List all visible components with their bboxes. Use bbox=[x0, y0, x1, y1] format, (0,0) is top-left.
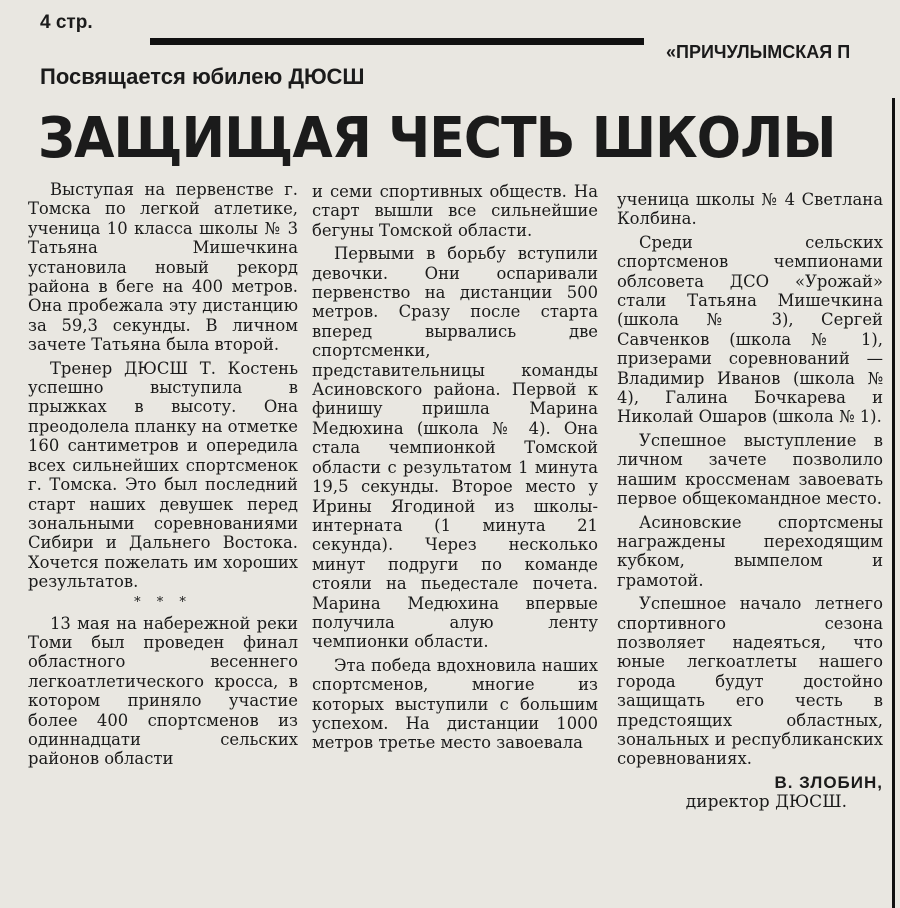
article-paragraph: Тренер ДЮСШ Т. Костень успешно выступила в прыжках в высоту. Она преодолела планку на отметке 160 сантиметров и опередила всех сильнейших спортсменок г. Томска. Это был последний старт наших девушек перед зональными соревнованиями Сибири и Дальнего Востока. Хочется пожелать им хороших результатов. bbox=[28, 358, 298, 592]
article-paragraph: Среди сельских спортсменов чемпионами облсовета ДСО «Урожай» стали Татьяна Мишечкина (школа № 3), Сергей Савченков (школа № 1), призерами соревнований — Владимир Иванов (школа № 4), Галина Бочкарева и Николай Ошаров (школа № 1). bbox=[617, 232, 883, 427]
page-number: 4 стр. bbox=[40, 12, 93, 33]
author-title: директор ДЮСШ. bbox=[685, 791, 847, 812]
article-rubric: Посвящается юбилею ДЮСШ bbox=[40, 64, 365, 89]
article-column-3 bbox=[617, 190, 883, 812]
article-paragraph: Успешное начало летнего спортивного сезона позволяет надеяться, что юные легкоатлеты нашего города будут достойно защищать его честь в предстоящих областных, зональных и республиканских соревнованиях. bbox=[617, 594, 883, 769]
article-column-2 bbox=[312, 182, 598, 757]
article-paragraph: 13 мая на набережной реки Томи был проведен финал областного весеннего легкоатлетического кросса, в котором приняло участие более 400 спортсменов из одиннадцати сельских районов области bbox=[28, 613, 298, 769]
author-name: В. ЗЛОБИН, bbox=[774, 772, 883, 792]
newspaper-masthead: «ПРИЧУЛЫМСКАЯ П bbox=[666, 42, 851, 62]
article-paragraph-continued: ученица школы № 4 Светлана Колбина. bbox=[617, 190, 883, 229]
article-paragraph-continued: и семи спортивных обществ. На старт вышли все сильнейшие бегуны Томской области. bbox=[312, 182, 598, 240]
article-paragraph: Асиновские спортсмены награждены переходящим кубком, вымпелом и грамотой. bbox=[617, 512, 883, 590]
column-divider bbox=[892, 98, 895, 908]
header-rule bbox=[150, 38, 644, 45]
article-paragraph: Успешное выступление в личном зачете позволило нашим кроссменам завоевать первое общекомандное место. bbox=[617, 430, 883, 509]
section-separator: * * * bbox=[134, 594, 192, 610]
article-headline: ЗАЩИЩАЯ ЧЕСТЬ ШКОЛЫ bbox=[38, 106, 836, 171]
article-paragraph: Первыми в борьбу вступили девочки. Они оспаривали первенство на дистанции 500 метров. Сразу после старта вперед вырвались две спортсменки, представительницы команды Асиновского района. Первой к финишу пришла Марина Медюхина (школа № 4). Она стала чемпионкой Томской области с результатом 1 минута 19,5 секунды. Второе место у Ирины Ягодиной из школы-интерната (1 минута 21 секунда). Через несколько минут подруги по команде стояли на пьедестале почета. Марина Медюхина впервые получила алую ленту чемпионки области. bbox=[312, 244, 598, 652]
article-column-1 bbox=[28, 180, 298, 773]
article-paragraph: Эта победа вдохновила наших спортсменов, многие из которых выступили с большим успехом. На дистанции 1000 метров третье место завоевала bbox=[312, 655, 598, 753]
article-paragraph: Выступая на первенстве г. Томска по легкой атлетике, ученица 10 класса школы № 3 Татьяна Мишечкина установила новый рекорд района в беге на 400 метров. Она пробежала эту дистанцию за 59,3 секунды. В личном зачете Татьяна была второй. bbox=[28, 180, 298, 355]
